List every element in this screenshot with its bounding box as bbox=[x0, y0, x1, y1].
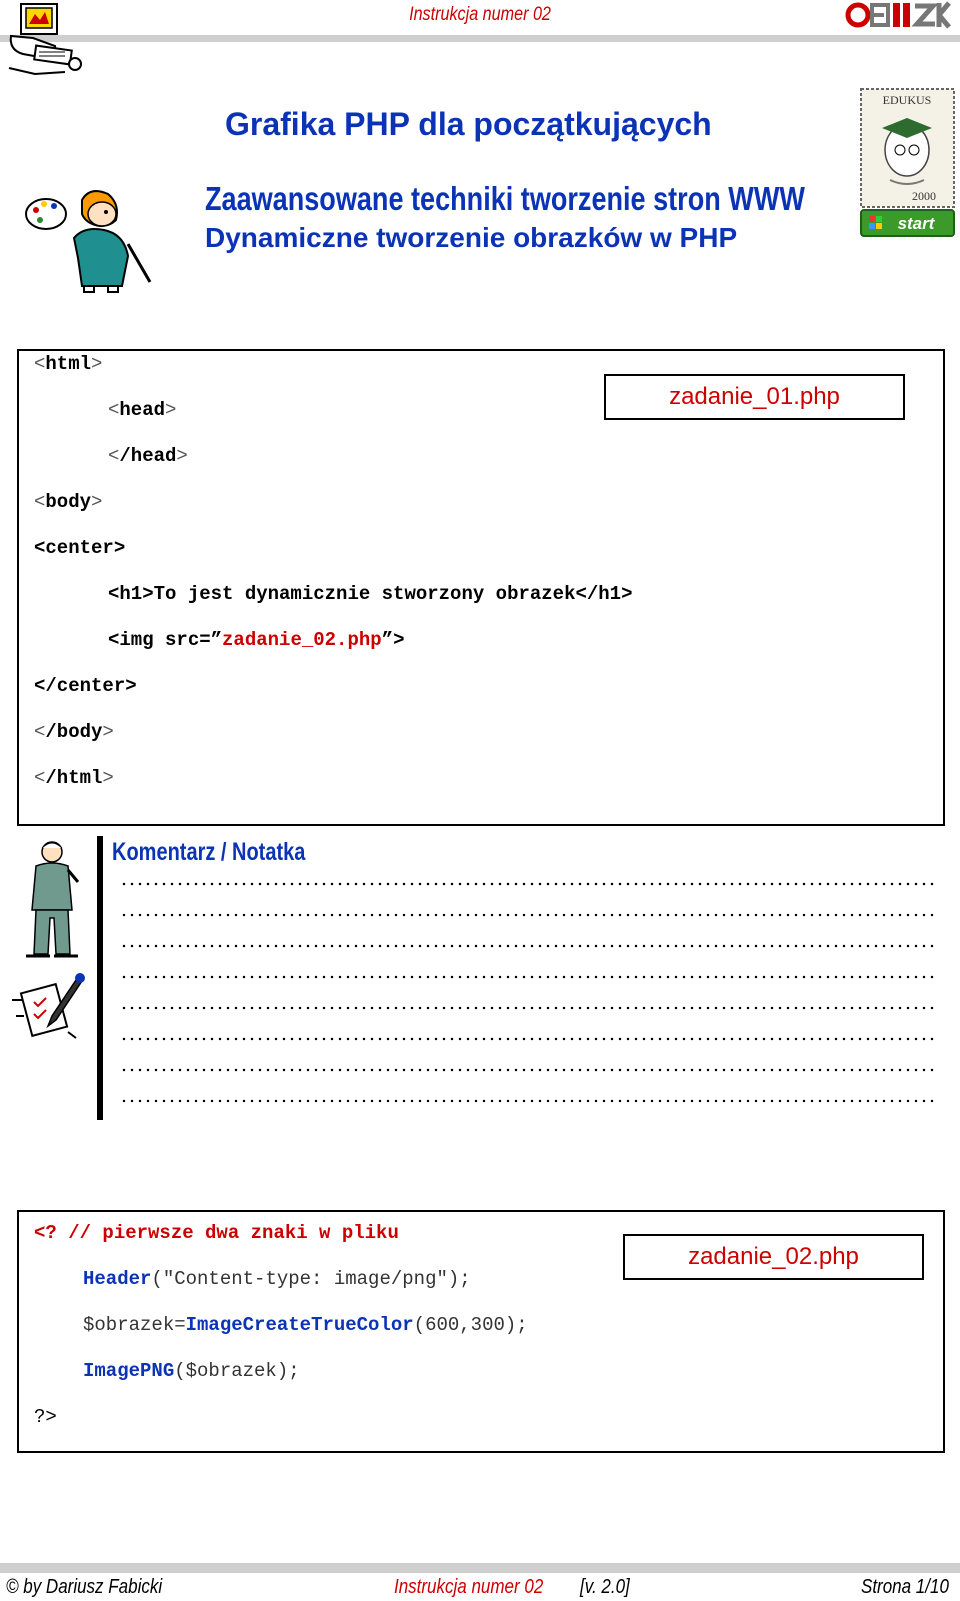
note-line bbox=[120, 1006, 938, 1010]
footer-version: [v. 2.0] bbox=[580, 1576, 630, 1598]
note-line bbox=[120, 1099, 938, 1103]
pen-paper-icon bbox=[8, 970, 88, 1042]
computer-user-icon bbox=[5, 2, 85, 78]
note-line bbox=[120, 1068, 938, 1072]
note-left-bar bbox=[97, 836, 103, 1120]
edukus-year: 2000 bbox=[912, 189, 936, 203]
code-line-head-close: </head> bbox=[108, 445, 188, 467]
code-line-h1: <h1>To jest dynamicznie stworzony obrazek</h1> bbox=[108, 583, 633, 605]
note-line bbox=[120, 882, 938, 886]
note-line bbox=[120, 975, 938, 979]
code-line-center-open: <center> bbox=[34, 537, 126, 559]
header-divider bbox=[0, 35, 960, 42]
edukus-title: EDUKUS bbox=[882, 93, 932, 107]
page-title: Grafika PHP dla początkujących bbox=[225, 106, 712, 142]
code-line-html-open: <html> bbox=[34, 353, 103, 375]
code-line-img: <img src=”zadanie_02.php”> bbox=[108, 629, 405, 651]
header-title: Instrukcja numer 02 bbox=[409, 4, 551, 25]
code2-line-close: ?> bbox=[34, 1406, 57, 1428]
edukus-badge bbox=[860, 88, 955, 238]
filename-label-1: zadanie_01.php bbox=[604, 374, 905, 420]
code2-line-header: Header("Content-type: image/png"); bbox=[83, 1268, 471, 1290]
note-line bbox=[120, 913, 938, 917]
filename-label-2: zadanie_02.php bbox=[623, 1234, 924, 1280]
code2-line-comment: <? // pierwsze dwa znaki w pliku bbox=[34, 1222, 399, 1244]
code-line-body-open: <body> bbox=[34, 491, 103, 513]
code2-line-create: $obrazek=ImageCreateTrueColor(600,300); bbox=[83, 1314, 528, 1336]
footer-divider bbox=[0, 1563, 960, 1573]
page-subtitle-2: Dynamiczne tworzenie obrazków w PHP bbox=[205, 222, 738, 253]
note-line bbox=[120, 1037, 938, 1041]
painter-illustration-icon bbox=[24, 186, 156, 294]
code2-line-png: ImagePNG($obrazek); bbox=[83, 1360, 300, 1382]
code-line-center-close: </center> bbox=[34, 675, 137, 697]
code-line-body-close: </body> bbox=[34, 721, 114, 743]
footer-author: © by Dariusz Fabicki bbox=[6, 1576, 163, 1598]
note-line bbox=[120, 944, 938, 948]
footer-page-number: Strona 1/10 bbox=[861, 1576, 949, 1598]
oeiizk-logo bbox=[845, 0, 953, 30]
code-line-html-close: </html> bbox=[34, 767, 114, 789]
teacher-figure-icon bbox=[16, 838, 86, 962]
note-title: Komentarz / Notatka bbox=[112, 838, 306, 866]
page-subtitle-1: Zaawansowane techniki tworzenie stron WWW bbox=[205, 180, 805, 217]
code-line-head-open: <head> bbox=[108, 399, 177, 421]
footer-doc-title: Instrukcja numer 02 bbox=[394, 1576, 544, 1598]
start-label: start bbox=[897, 214, 935, 233]
